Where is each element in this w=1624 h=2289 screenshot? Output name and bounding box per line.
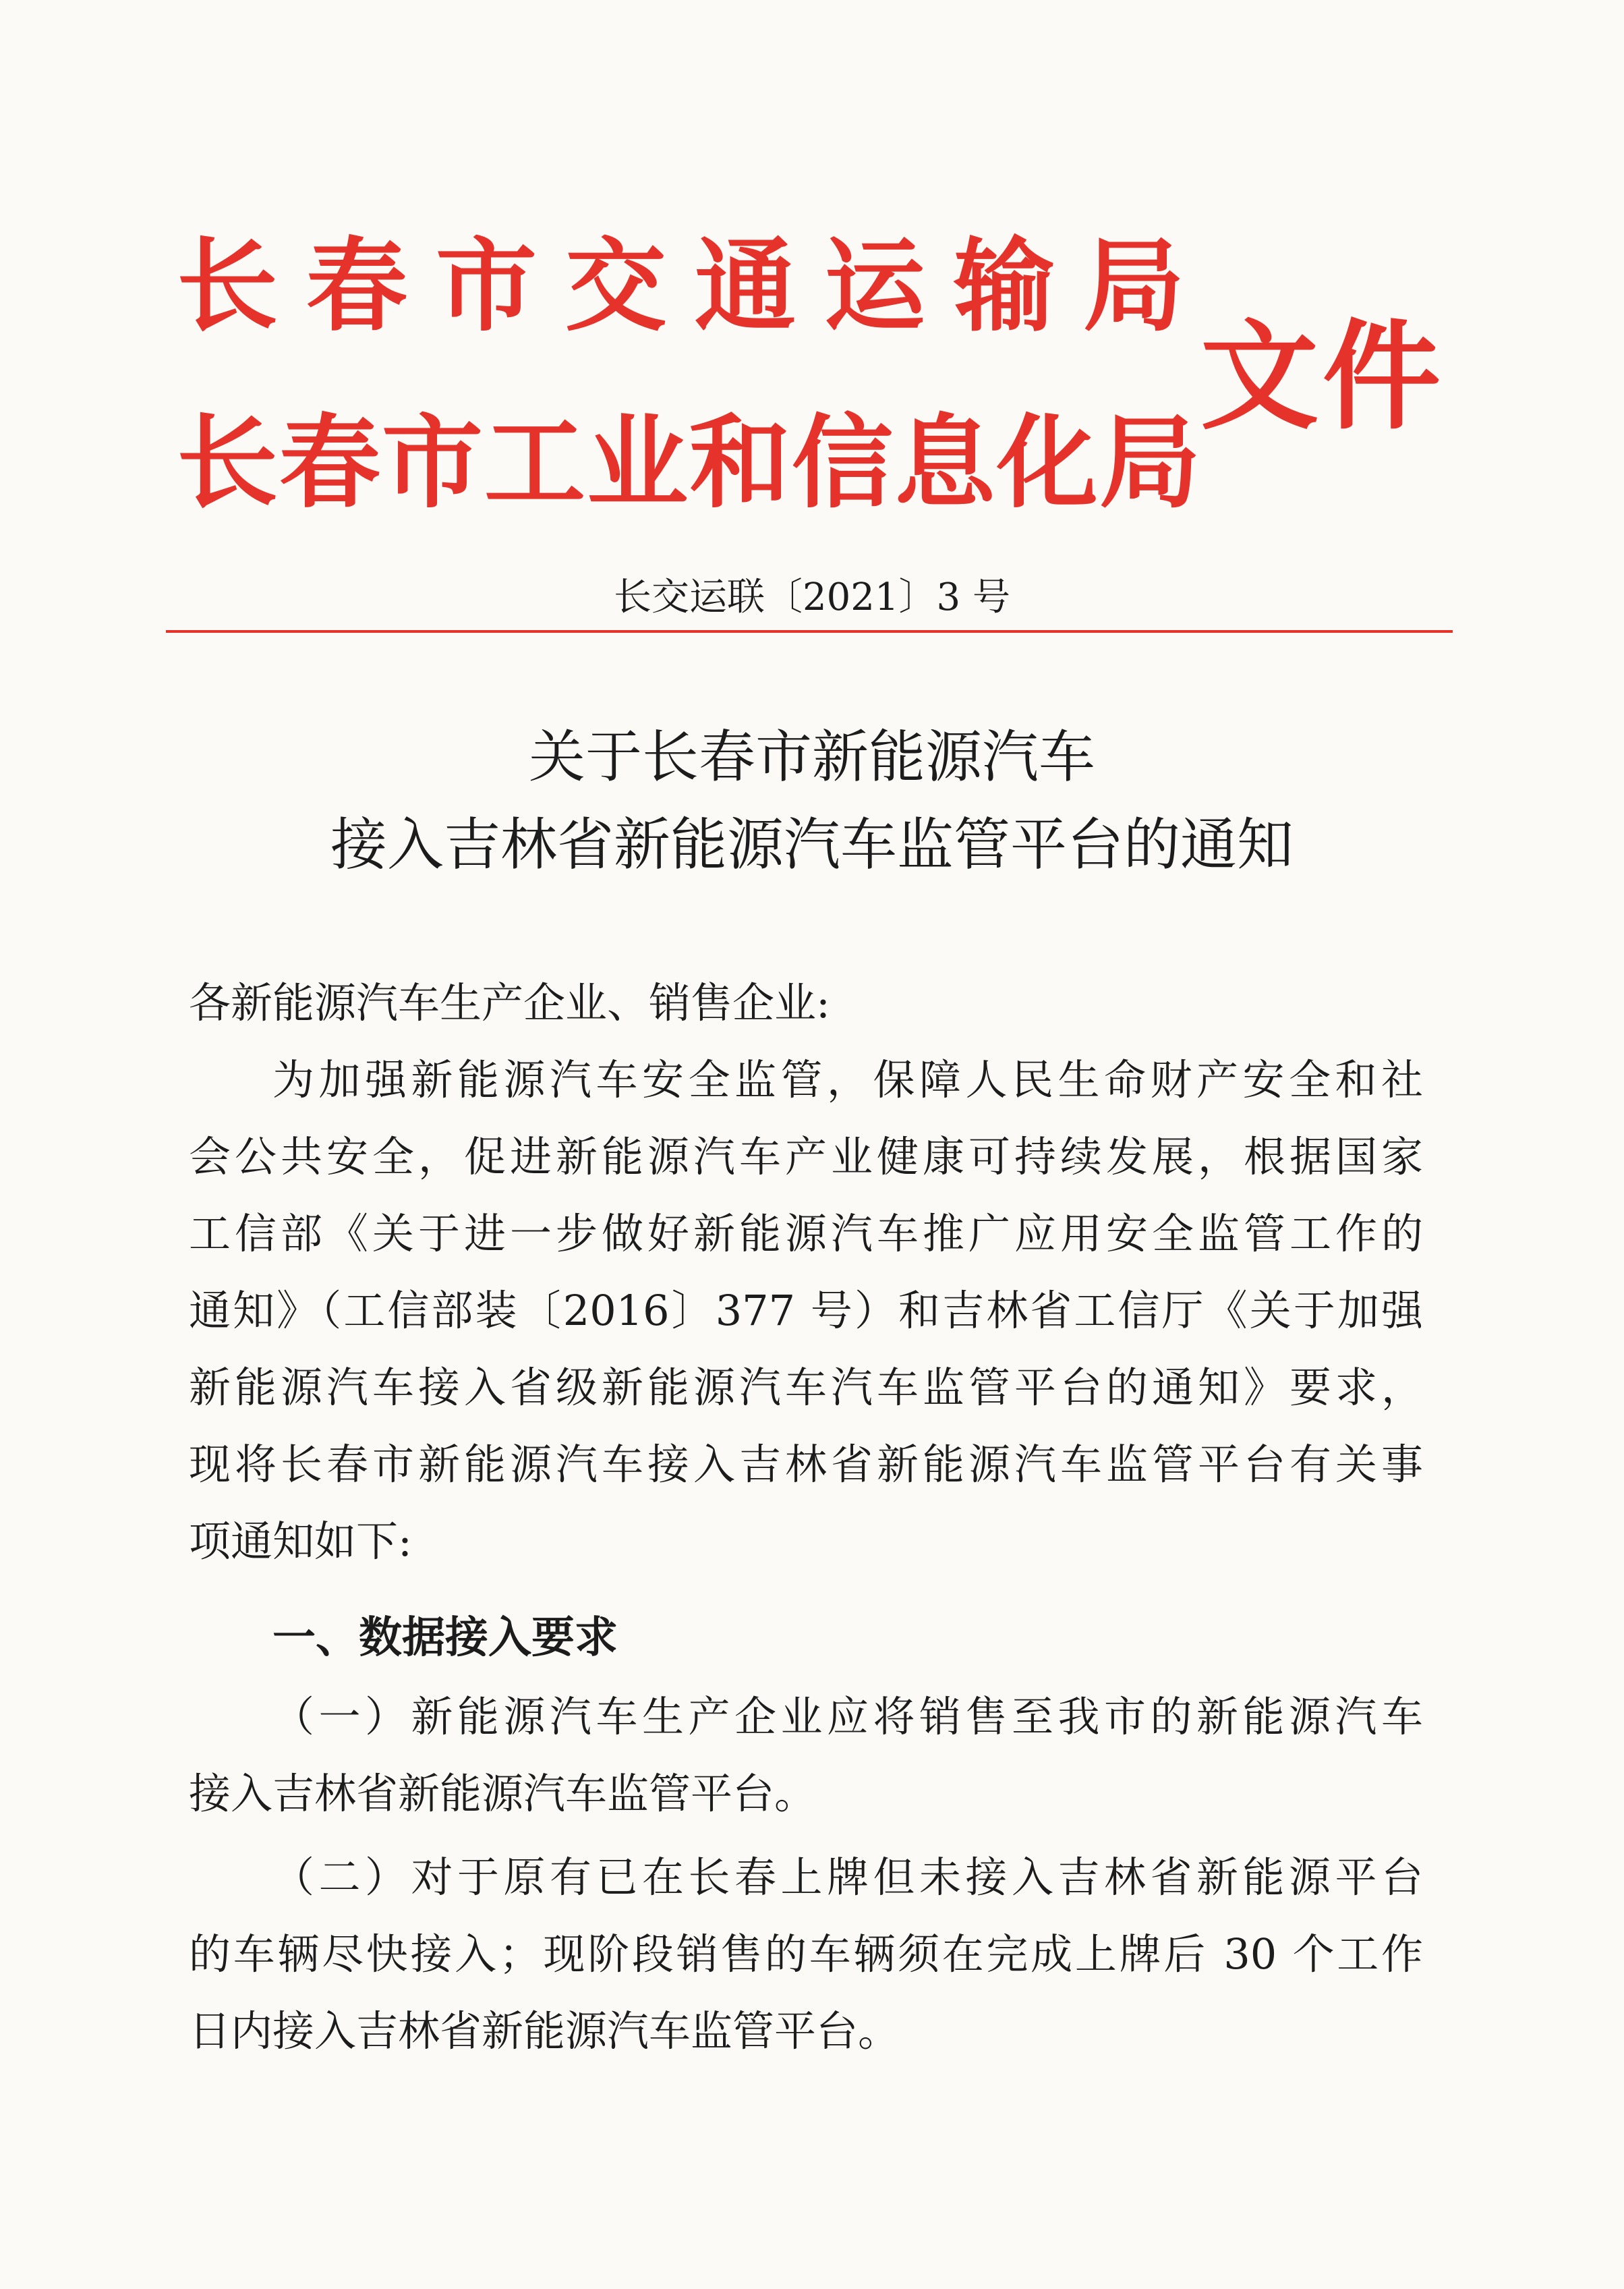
paragraph-line: 会公共安全，促进新能源汽车产业健康可持续发展，根据国家 bbox=[189, 1132, 1423, 1181]
notice-title-line-2: 接入吉林省新能源汽车监管平台的通知 bbox=[330, 812, 1294, 878]
paragraph-line: 通知》（工信部装〔2016〕377 号）和吉林省工信厅《关于加强 bbox=[189, 1286, 1423, 1335]
item-line: 日内接入吉林省新能源汽车监管平台。 bbox=[189, 2006, 900, 2056]
red-divider-line bbox=[166, 630, 1453, 633]
salutation: 各新能源汽车生产企业、销售企业: bbox=[189, 978, 830, 1027]
notice-title-line-1: 关于长春市新能源汽车 bbox=[528, 724, 1095, 790]
section-heading: 一、数据接入要求 bbox=[272, 1613, 618, 1663]
paragraph-line: 新能源汽车接入省级新能源汽车汽车监管平台的通知》要求， bbox=[189, 1363, 1423, 1412]
issuer-line-industry-bureau: 长春市工业和信息化局 bbox=[177, 405, 1202, 522]
item-line: （二）对于原有已在长春上牌但未接入吉林省新能源平台 bbox=[272, 1853, 1423, 1902]
document-suffix: 文件 bbox=[1200, 309, 1445, 446]
paragraph-line: 工信部《关于进一步做好新能源汽车推广应用安全监管工作的 bbox=[189, 1209, 1423, 1258]
document-number: 长交运联〔2021〕3 号 bbox=[614, 575, 1010, 619]
item-line: （一）新能源汽车生产企业应将销售至我市的新能源汽车 bbox=[272, 1692, 1423, 1741]
paragraph-line: 项通知如下: bbox=[189, 1517, 412, 1566]
issuer-line-transport-bureau: 长春市交通运输局 bbox=[177, 228, 1213, 345]
item-line: 接入吉林省新能源汽车监管平台。 bbox=[189, 1769, 817, 1818]
item-line: 的车辆尽快接入；现阶段销售的车辆须在完成上牌后 30 个工作 bbox=[189, 1929, 1423, 1979]
paragraph-line: 为加强新能源汽车安全监管，保障人民生命财产安全和社 bbox=[272, 1055, 1423, 1104]
paragraph-line: 现将长春市新能源汽车接入吉林省新能源汽车监管平台有关事 bbox=[189, 1440, 1423, 1489]
